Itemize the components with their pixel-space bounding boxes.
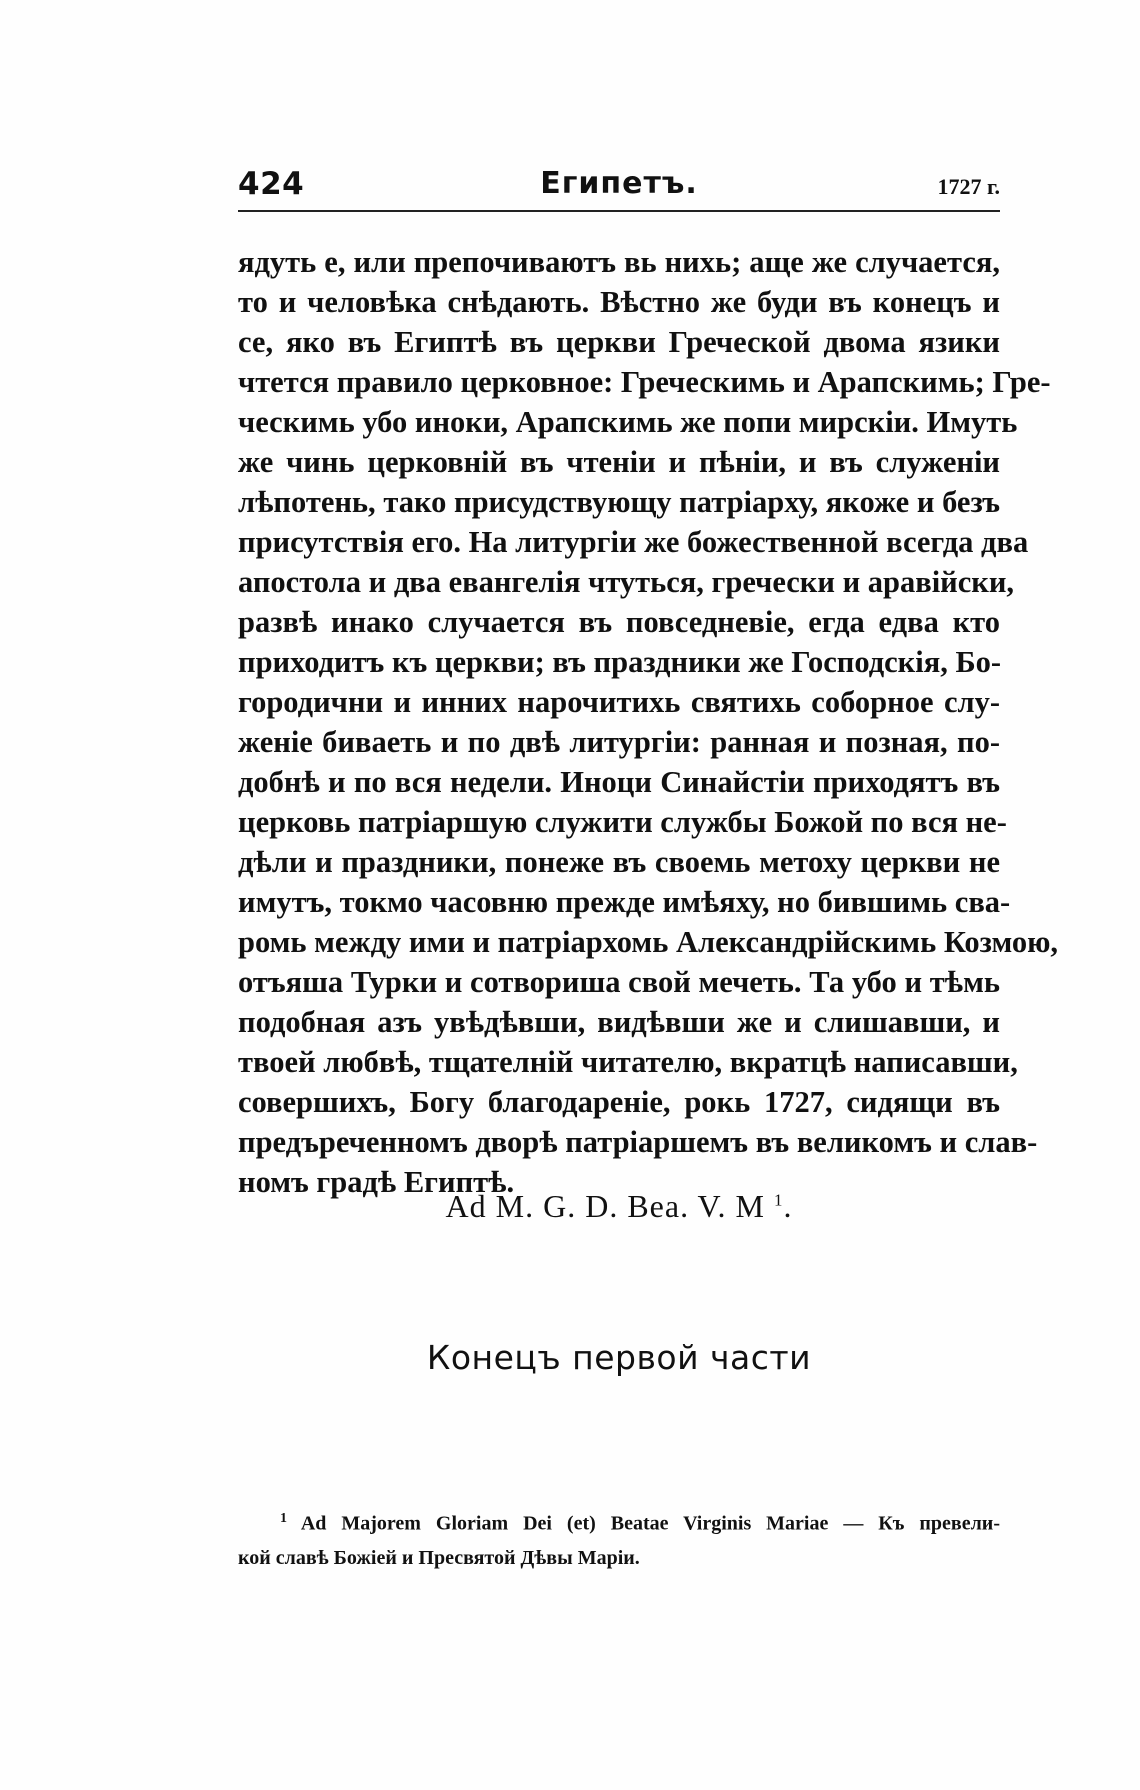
running-year: 1727 г.	[937, 174, 1000, 199]
body-line: твоей любвѣ, тщателній читателю, вкратцѣ написавши,	[238, 1045, 1018, 1079]
header-rule	[238, 210, 1000, 212]
body-line: присутствія его. На литургіи же божественной всегда два	[238, 525, 1029, 559]
body-line: то и человѣка снѣдають. Вѣстно же буди въ конецъ и	[238, 285, 1000, 319]
motto-text: Ad M. G. D. Bea. V. M	[445, 1188, 765, 1224]
body-text	[238, 242, 1059, 1202]
footnote-line: кой славѣ Божіей и Пресвятой Дѣвы Маріи.	[238, 1546, 640, 1569]
body-line: подобная азъ увѣдѣвши, видѣвши же и слишавши, и	[238, 1005, 1000, 1039]
body-line: дѣли и праздники, понеже въ своемь метоху церкви не	[238, 845, 1000, 879]
footnote-text: Ad Majorem Gloriam Dei (et) Beatae Virginis Mariae — Къ превели-	[300, 1512, 1000, 1535]
body-line: чтется правило церковное: Греческимь и Арапскимь; Гре-	[238, 365, 1051, 399]
footnote-reference: 1	[773, 1190, 784, 1210]
body-line: апостола и два евангелія чтуться, гречески и аравійски,	[238, 565, 1015, 599]
body-line: се, яко въ Египтѣ въ церкви Греческой двома язики	[238, 325, 1000, 359]
motto-end: .	[783, 1188, 793, 1224]
footnote-line	[238, 1502, 1000, 1541]
body-line: отъяша Турки и сотвориша свой мечеть. Та убо и тѣмь	[238, 965, 1000, 999]
body-line: предъреченномъ дворѣ патріаршемъ въ великомъ и слав-	[238, 1125, 1038, 1159]
body-line: лѣпотень, тако присудствующу патріарху, якоже и безъ	[238, 485, 1000, 519]
footnote-mark: 1	[280, 1511, 287, 1526]
body-line: женіе биваеть и по двѣ литургіи: ранная и позная, по-	[238, 725, 1000, 759]
body-line: ческимь убо иноки, Арапскимь же попи мирскіи. Имуть	[238, 405, 1018, 439]
body-line: городични и инних нарочитихь святихь соборное слу-	[238, 685, 1000, 719]
body-line: номъ градѣ Египтѣ.	[238, 1165, 515, 1199]
end-of-part-title: Конецъ первой части	[426, 1338, 812, 1377]
running-title: Египетъ.	[540, 166, 698, 201]
body-line: развѣ инако случается въ повседневіе, егда едва кто	[238, 605, 1000, 639]
footnote	[238, 1502, 1000, 1575]
body-line: ядуть е, или препочиваютъ вь нихь; аще же случается,	[238, 245, 1000, 279]
body-line: церковь патріаршую служити службы Божой по вся не-	[238, 805, 1007, 839]
page-number: 424	[238, 166, 305, 202]
running-head	[238, 166, 1000, 206]
body-line: же чинь церковній въ чтеніи и пѣніи, и въ служеніи	[238, 445, 1000, 479]
body-line: добнѣ и по вся недели. Иноци Синайстіи приходятъ въ	[238, 765, 1000, 799]
body-line: ромь между ими и патріархомь Александрійскимь Козмою,	[238, 925, 1059, 959]
body-line: приходитъ къ церкви; въ праздники же Господскія, Бо-	[238, 645, 1002, 679]
body-line: имутъ, токмо часовню прежде имѣяху, но бившимь сва-	[238, 885, 1011, 919]
latin-motto	[238, 1188, 1000, 1225]
body-line: совершихъ, Богу благодареніе, рокь 1727, сидящи въ	[238, 1085, 1000, 1119]
